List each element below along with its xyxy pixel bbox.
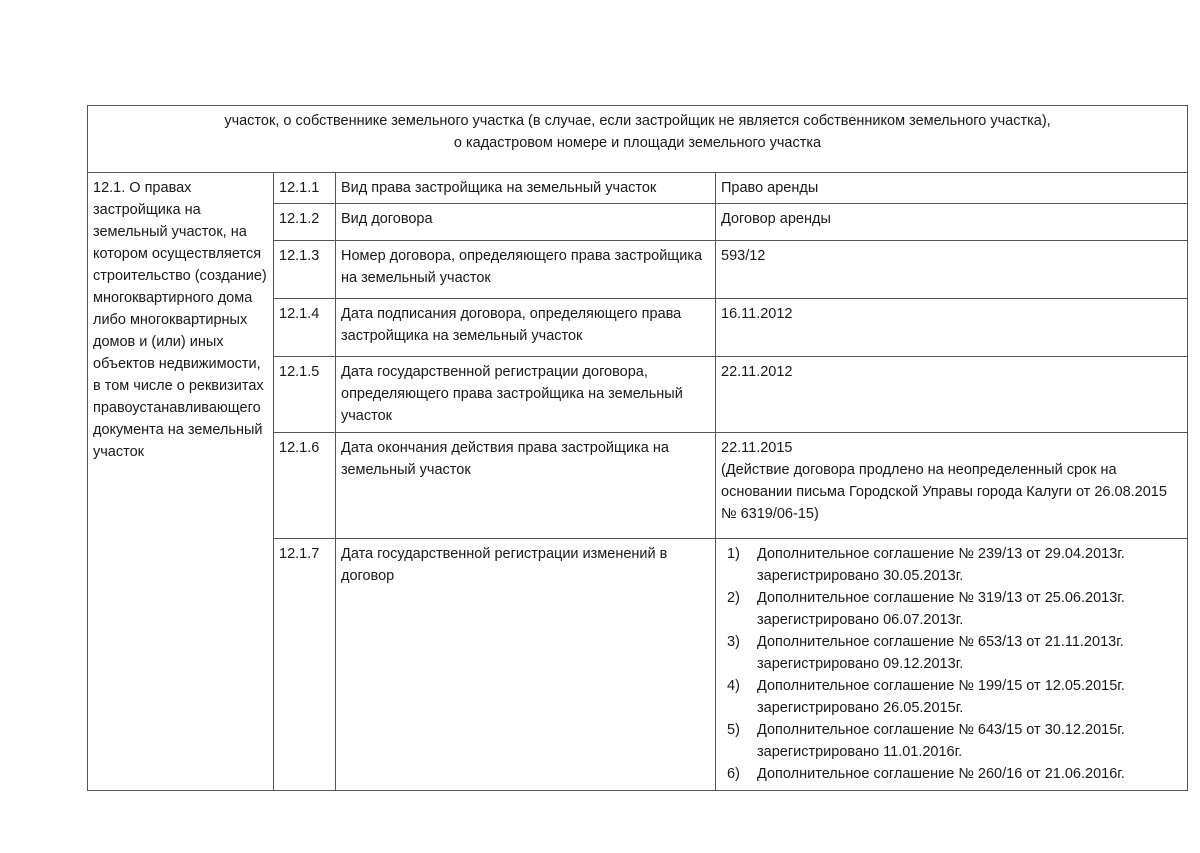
table-row (88, 173, 1188, 204)
item-number: 2) (727, 590, 740, 606)
list-item (721, 675, 1182, 719)
row-number: 12.1.2 (274, 204, 336, 241)
list-item (721, 719, 1182, 763)
header-row (88, 106, 1188, 173)
header-line-2: о кадастровом номере и площади земельного участка (453, 135, 822, 151)
item-number: 1) (727, 546, 740, 562)
header-line-1: участок, о собственнике земельного участка (в случае, если застройщик не является собственником земельного участка), (224, 113, 1051, 129)
item-number: 4) (727, 678, 740, 694)
row-value: Право аренды (716, 173, 1188, 204)
end-date-note: (Действие договора продлено на неопределенный срок на основании письма Городской Управы города Калуги от 26.08.2015 № 6319/06-15) (721, 462, 1167, 522)
row-label: Вид договора (336, 204, 716, 241)
row-label: Дата государственной регистрации договора, определяющего права застройщика на земельный участок (336, 357, 716, 433)
row-label: Вид права застройщика на земельный участок (336, 173, 716, 204)
row-number: 12.1.4 (274, 299, 336, 357)
row-number: 12.1.6 (274, 433, 336, 539)
end-date: 22.11.2015 (721, 440, 793, 456)
row-value (716, 539, 1188, 791)
item-text: Дополнительное соглашение № 653/13 от 21.11.2013г. зарегистрировано 09.12.2013г. (757, 634, 1124, 672)
section-header (88, 106, 1188, 173)
row-value: Договор аренды (716, 204, 1188, 241)
item-text: Дополнительное соглашение № 239/13 от 29.04.2013г. зарегистрировано 30.05.2013г. (757, 546, 1125, 584)
item-number: 3) (727, 634, 740, 650)
list-item (721, 631, 1182, 675)
row-number: 12.1.5 (274, 357, 336, 433)
item-text: Дополнительное соглашение № 260/16 от 21.06.2016г. (757, 766, 1125, 782)
section-title: 12.1. О правах застройщика на земельный участок, на котором осуществляется строительство (создание) многоквартирного дома либо многоквартирных домов и (или) иных объектов недвижимости, в том числе о реквизитах правоустанавливающего документа на земельный участок (88, 173, 274, 791)
row-label: Дата подписания договора, определяющего права застройщика на земельный участок (336, 299, 716, 357)
item-number: 5) (727, 722, 740, 738)
row-value: 16.11.2012 (716, 299, 1188, 357)
row-value: 22.11.2012 (716, 357, 1188, 433)
row-number: 12.1.1 (274, 173, 336, 204)
item-text: Дополнительное соглашение № 643/15 от 30.12.2015г. зарегистрировано 11.01.2016г. (757, 722, 1125, 760)
list-item (721, 587, 1182, 631)
row-number: 12.1.3 (274, 241, 336, 299)
row-label: Номер договора, определяющего права застройщика на земельный участок (336, 241, 716, 299)
land-rights-table (87, 105, 1188, 791)
row-label: Дата окончания действия права застройщика на земельный участок (336, 433, 716, 539)
list-item (721, 543, 1182, 587)
row-value (716, 433, 1188, 539)
item-text: Дополнительное соглашение № 319/13 от 25.06.2013г. зарегистрировано 06.07.2013г. (757, 590, 1125, 628)
item-text: Дополнительное соглашение № 199/15 от 12.05.2015г. зарегистрировано 26.05.2015г. (757, 678, 1125, 716)
amendments-list (721, 543, 1182, 785)
row-value: 593/12 (716, 241, 1188, 299)
row-label: Дата государственной регистрации изменений в договор (336, 539, 716, 791)
row-number: 12.1.7 (274, 539, 336, 791)
list-item (721, 763, 1182, 785)
item-number: 6) (727, 766, 740, 782)
